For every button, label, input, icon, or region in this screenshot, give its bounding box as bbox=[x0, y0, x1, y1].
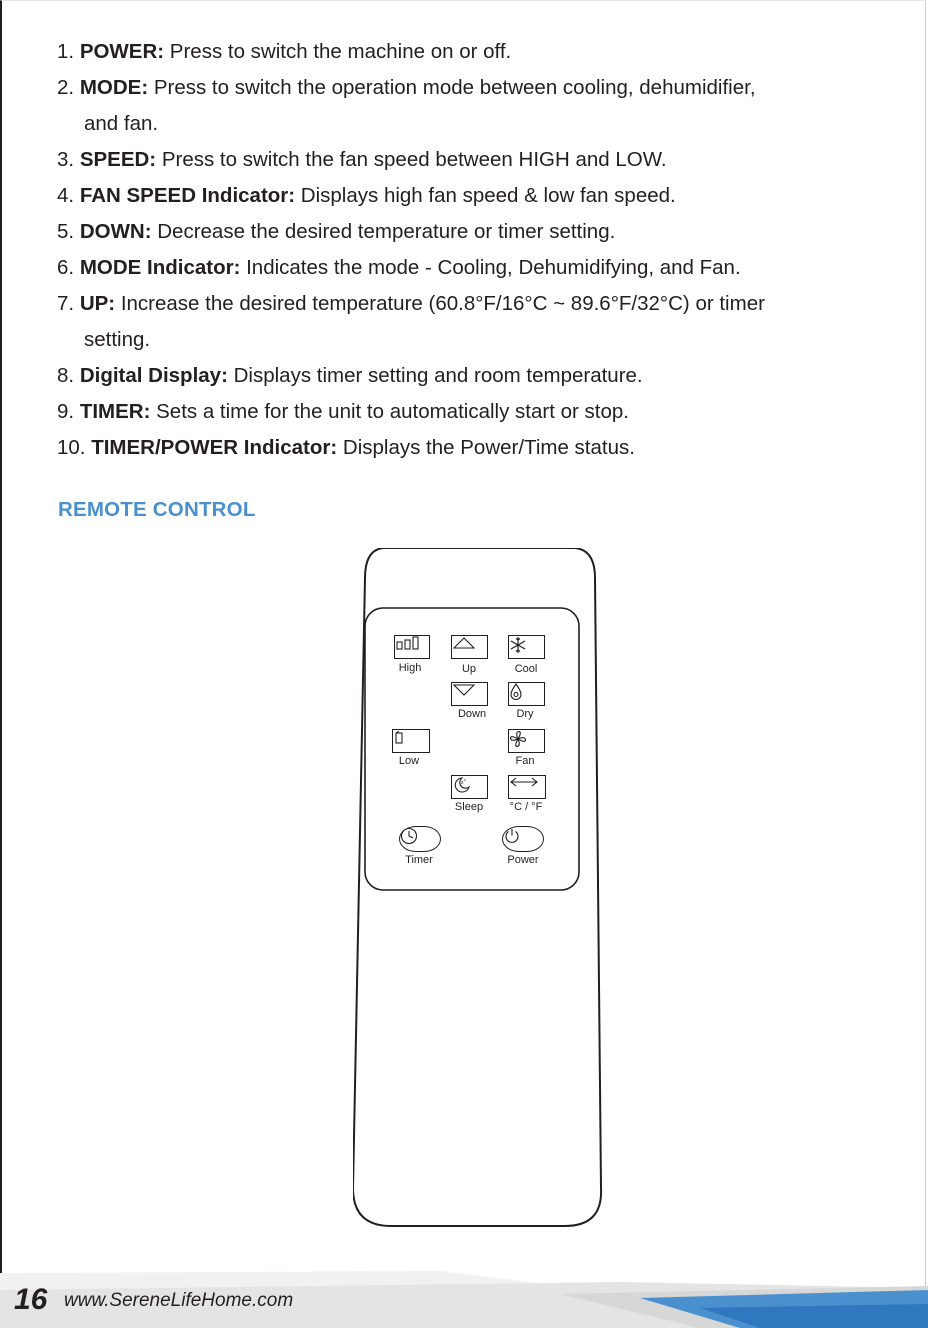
list-item: 2. MODE: Press to switch the operation mode between cooling, dehumidifier, and fan. bbox=[57, 70, 877, 142]
sleep-moon-icon bbox=[452, 776, 472, 794]
power-label: Power bbox=[507, 854, 539, 866]
description-continued: setting. bbox=[84, 328, 151, 351]
high-label: High bbox=[398, 662, 422, 674]
term: MODE: bbox=[79, 76, 149, 99]
fan-label: Fan bbox=[515, 755, 535, 767]
down-label: Down bbox=[457, 708, 487, 720]
unit-toggle-button[interactable] bbox=[508, 775, 546, 799]
list-item: 6. MODE Indicator: Indicates the mode - Cooling, Dehumidifying, and Fan. bbox=[57, 256, 741, 279]
page-number: 16 bbox=[14, 1283, 48, 1316]
term: UP: bbox=[79, 292, 116, 315]
svg-text:z: z bbox=[464, 777, 466, 782]
description: Displays high fan speed & low fan speed. bbox=[295, 184, 676, 207]
list-item: 4. FAN SPEED Indicator: Displays high fan speed & low fan speed. bbox=[57, 184, 676, 207]
list-item: 10. TIMER/POWER Indicator: Displays the Power/Time status. bbox=[57, 436, 635, 459]
description: Press to switch the fan speed between HIGH and LOW. bbox=[156, 148, 667, 171]
low-label: Low bbox=[398, 755, 420, 767]
footer bbox=[0, 1268, 928, 1328]
list-item: 7. UP: Increase the desired temperature (60.8°F/16°C ~ 89.6°F/32°C) or timer setting. bbox=[57, 286, 877, 358]
triangle-up-icon bbox=[452, 636, 476, 650]
cool-button[interactable] bbox=[508, 635, 545, 659]
description-continued: and fan. bbox=[84, 112, 159, 135]
term: DOWN: bbox=[79, 220, 152, 243]
dry-label: Dry bbox=[516, 708, 534, 720]
high-button[interactable] bbox=[394, 635, 430, 659]
fan-icon bbox=[509, 730, 527, 748]
double-arrow-icon bbox=[509, 776, 539, 788]
term: FAN SPEED Indicator: bbox=[79, 184, 296, 207]
term: TIMER/POWER Indicator: bbox=[91, 436, 338, 459]
snowflake-icon bbox=[509, 636, 527, 654]
triangle-down-icon bbox=[452, 683, 476, 697]
term: Digital Display: bbox=[79, 364, 228, 387]
fan-button[interactable] bbox=[508, 729, 545, 753]
remote-control-illustration bbox=[353, 548, 603, 1228]
dry-button[interactable] bbox=[508, 682, 545, 706]
description: Increase the desired temperature (60.8°F/16°C ~ 89.6°F/32°C) or timer bbox=[115, 292, 765, 315]
power-button[interactable] bbox=[502, 826, 544, 852]
term: TIMER: bbox=[79, 400, 151, 423]
timer-label: Timer bbox=[405, 854, 433, 866]
clock-icon bbox=[400, 827, 418, 845]
description: Displays the Power/Time status. bbox=[337, 436, 635, 459]
description: Press to switch the machine on or off. bbox=[164, 40, 512, 63]
low-button[interactable] bbox=[392, 729, 430, 753]
timer-button[interactable] bbox=[399, 826, 441, 852]
description: Sets a time for the unit to automatically start or stop. bbox=[150, 400, 629, 423]
list-item: 8. Digital Display: Displays timer setting and room temperature. bbox=[57, 364, 643, 387]
down-button[interactable] bbox=[451, 682, 488, 706]
fan-speed-high-icon bbox=[395, 636, 421, 650]
list-item: 9. TIMER: Sets a time for the unit to automatically start or stop. bbox=[57, 400, 629, 423]
description: Displays timer setting and room temperature. bbox=[227, 364, 643, 387]
description: Decrease the desired temperature or timer setting. bbox=[151, 220, 616, 243]
sleep-label: Sleep bbox=[454, 801, 484, 813]
water-drop-icon bbox=[509, 683, 523, 701]
fan-speed-low-icon bbox=[393, 730, 405, 744]
list-item: 5. DOWN: Decrease the desired temperature or timer setting. bbox=[57, 220, 616, 243]
power-icon bbox=[503, 827, 521, 845]
description: Indicates the mode - Cooling, Dehumidifying, and Fan. bbox=[240, 256, 741, 279]
up-label: Up bbox=[461, 663, 477, 675]
list-item: 1. POWER: Press to switch the machine on or off. bbox=[57, 40, 512, 63]
term: MODE Indicator: bbox=[79, 256, 241, 279]
term: SPEED: bbox=[79, 148, 157, 171]
description: Press to switch the operation mode between cooling, dehumidifier, bbox=[148, 76, 756, 99]
website-url: www.SereneLifeHome.com bbox=[64, 1290, 294, 1311]
cool-label: Cool bbox=[514, 663, 538, 675]
unit-label: °C / °F bbox=[509, 801, 543, 813]
svg-text:z: z bbox=[461, 780, 464, 786]
up-button[interactable] bbox=[451, 635, 488, 659]
list-item: 3. SPEED: Press to switch the fan speed between HIGH and LOW. bbox=[57, 148, 667, 171]
instruction-list bbox=[57, 34, 877, 466]
section-title: REMOTE CONTROL bbox=[58, 498, 256, 521]
term: POWER: bbox=[79, 40, 165, 63]
sleep-button[interactable] bbox=[451, 775, 488, 799]
